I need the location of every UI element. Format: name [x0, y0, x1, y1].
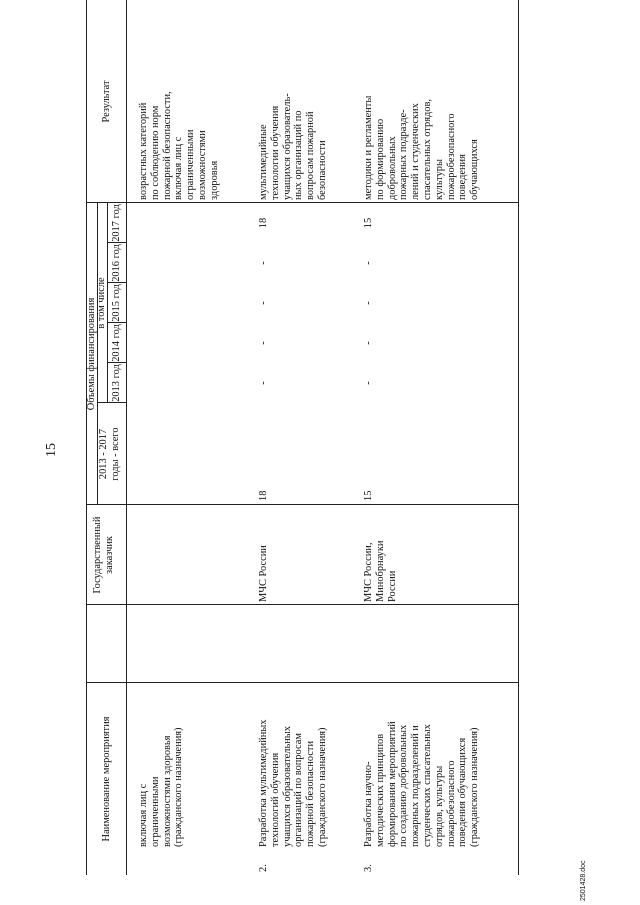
row3-total: 15	[363, 490, 374, 501]
row2-year-2015: -	[258, 301, 269, 305]
header-including: в том числе	[96, 277, 107, 329]
row2-name: Разработка мультимедийных технологий обучения учащихся образовательных организаций по вопросам пожарной безопасности (гражданского назначения)	[258, 719, 328, 847]
header-name: Наименование мероприятия	[101, 716, 112, 842]
row3-name: Разработка научно- методических принципов формирования мероприятий по созданию добровольных пожарных подразделений и студенческих спасательных отрядов, культуры пожаробезопасного поведения обучающихся (гражданского назначения)	[363, 721, 481, 847]
header-year-2014: 2014 год	[111, 324, 122, 362]
row3-result: методики и регламенты по формированию добровольных пожарных подразде- лений и студенческих спасательных отрядов, культуры пожаробезопасного поведения обучающихся	[363, 95, 481, 200]
row3-customer: МЧС России, Минобрнауки России	[363, 540, 398, 602]
row2-total: 18	[258, 490, 269, 501]
page-number: 15	[44, 443, 59, 457]
row1-result: возрастных категорий по соблюдению норм пожарной безопасности, включая лиц с ограниченными возможностями здоровья	[138, 91, 220, 200]
header-year-2015: 2015 год	[111, 284, 122, 322]
row3-num: 3.	[363, 864, 374, 872]
row2-customer: МЧС России	[258, 545, 269, 602]
header-year-2017: 2017 год	[111, 204, 122, 242]
col-rule-result	[86, 202, 518, 203]
footer-filename: 2501428.doc	[580, 860, 587, 901]
row2-result: мультимедийные технологии обучения учащихся образователь- ных организаций по вопросам пожарной безопасности	[258, 93, 328, 200]
row2-year-2014: -	[258, 341, 269, 345]
header-year-2013: 2013 год	[111, 364, 122, 402]
row2-year-2016: -	[258, 261, 269, 265]
col-rule-customer	[86, 604, 518, 605]
row3-year-2016: -	[363, 261, 374, 265]
row3-year-2015: -	[363, 301, 374, 305]
header-total: 2013 - 2017 годы - всего	[98, 427, 121, 481]
row3-year-2014: -	[363, 341, 374, 345]
header-result: Результат	[101, 80, 112, 123]
row3-year-2017: 15	[363, 217, 374, 229]
row1-name: включая лиц с ограниченными возможностями здоровья (гражданского назначения)	[138, 727, 185, 847]
header-funding: Объемы финансирования	[86, 297, 97, 411]
col-rule-name	[86, 682, 518, 683]
col-rule-total	[86, 504, 518, 505]
row2-num: 2.	[258, 864, 269, 872]
header-customer: Государственный заказчик	[92, 516, 115, 594]
header-year-2016: 2016 год	[111, 244, 122, 282]
table-bottom-border	[518, 0, 519, 875]
header-bottom-rule	[126, 0, 127, 875]
row2-year-2013: -	[258, 381, 269, 385]
row2-year-2017: 18	[258, 217, 269, 229]
row3-year-2013: -	[363, 381, 374, 385]
